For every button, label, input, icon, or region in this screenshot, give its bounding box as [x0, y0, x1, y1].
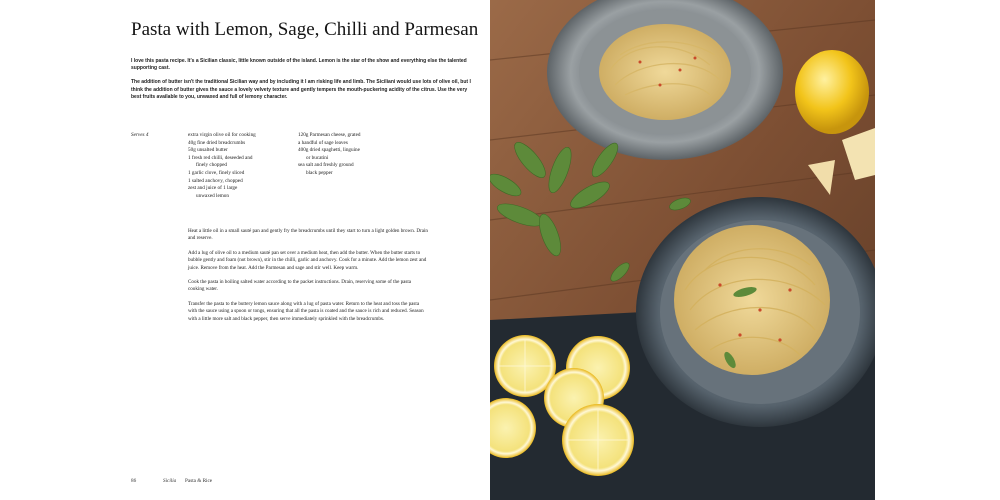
section-name: Pasta & Rice	[185, 478, 213, 484]
ingredient: 50g unsalted butter	[188, 147, 228, 154]
ingredient: 1 fresh red chilli, deseeded and finely chopped	[188, 154, 253, 169]
ingredient: 40g fine dried breadcrumbs	[188, 139, 246, 146]
page-number: 86	[131, 478, 137, 484]
book-title: Sicilia	[163, 478, 177, 484]
ingredient: 120g Parmesan cheese, grated	[298, 132, 361, 138]
ingredient: sea salt and freshly ground black pepper	[298, 162, 354, 176]
ingredients-column-2	[298, 132, 398, 178]
serves-label: Serves 4	[131, 132, 149, 138]
right-margin	[875, 0, 1000, 500]
ingredient: zest and juice of 1 large unwaxed lemon	[188, 185, 238, 199]
ingredients-column-1	[188, 132, 288, 200]
intro-paragraph-2: The addition of butter isn't the traditional Sicilian way and by including it I am risking life and limb. The Siciliani would use lots of olive oil, but I think the addition of butter gives the sauce a lovely velvety texture and gently tempers the mouth-puckering acidity of the citrus. Use the very best fruits available to you, unwaxed and full of lemony character.	[131, 79, 471, 100]
recipe-intro	[131, 58, 471, 108]
food-photo	[490, 0, 875, 500]
intro-paragraph-1: I love this pasta recipe. It's a Sicilian classic, little known outside of the island. Lemon is the star of the show and everything else the talented supporting cast.	[131, 58, 467, 72]
ingredient: 1 garlic clove, finely sliced	[188, 169, 245, 176]
recipe-title: Pasta with Lemon, Sage, Chilli and Parmesan	[131, 19, 479, 40]
ingredient: 400g dried spaghetti, linguine or bucatini	[298, 147, 360, 161]
method	[188, 228, 428, 330]
page-footer	[131, 478, 212, 484]
ingredient: extra virgin olive oil for cooking	[188, 132, 256, 138]
method-step-3: Cook the pasta in boiling salted water according to the packet instructions. Drain, reserving some of the pasta cooking water.	[188, 279, 412, 293]
left-page	[0, 0, 490, 500]
pasta-photo-illustration	[490, 0, 875, 500]
method-step-2: Add a lug of olive oil to a medium sauté pan set over a medium heat, then add the butter. When the butter starts to bubble gently and foam (not brown), stir in the chilli, garlic and anchovy. Cook for a minute. Add the lemon zest and juice. Remove from the heat. Add the Parmesan and sage and stir well. Keep warm.	[188, 249, 427, 271]
ingredient: a handful of sage leaves	[298, 139, 348, 146]
ingredient: 1 salted anchovy, chopped	[188, 177, 243, 184]
method-step-1: Heat a little oil in a small sauté pan and gently fry the breadcrumbs until they start to turn a light golden brown. Drain and reserve.	[188, 228, 428, 242]
method-step-4: Transfer the pasta to the buttery lemon sauce along with a lug of pasta water. Return to the heat and toss the pasta with the sauce using a spoon or tongs, ensuring that all the pasta is coated and the sauce is rich and reduced. Season with a little more salt and black pepper, then serve immediately sprinkled with the breadcrumbs.	[188, 300, 424, 322]
